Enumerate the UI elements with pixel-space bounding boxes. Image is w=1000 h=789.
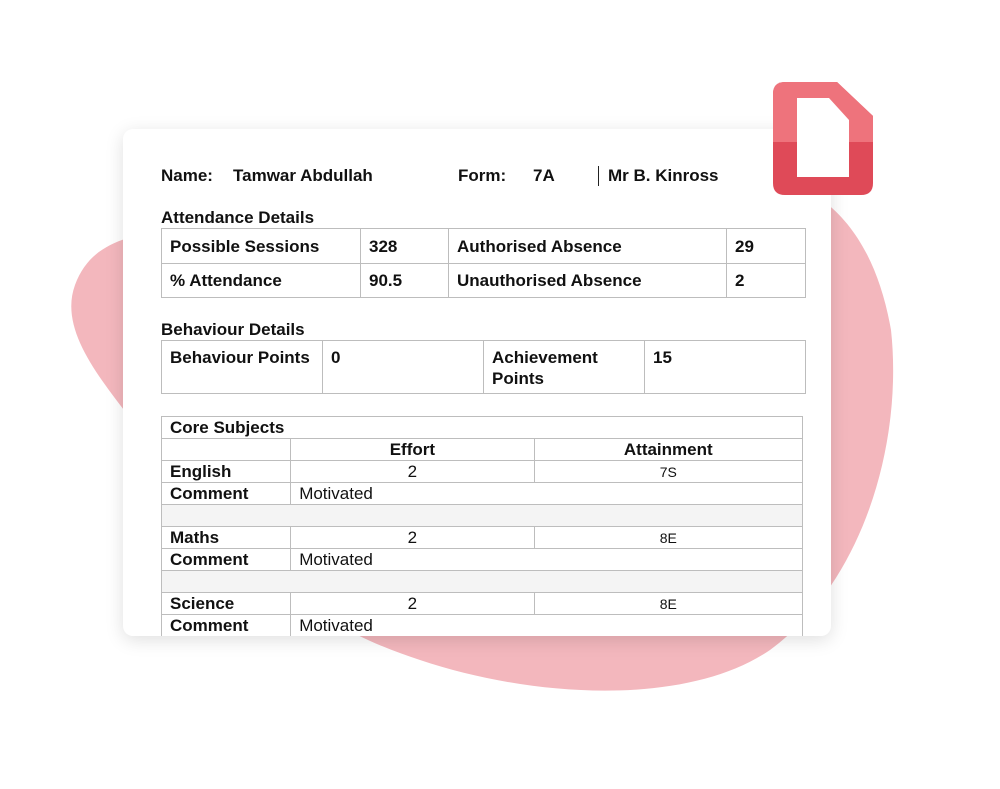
authorised-absence-label: Authorised Absence — [449, 229, 727, 264]
form-value: 7A — [533, 166, 555, 185]
document-icon — [773, 82, 875, 196]
comment-row-english — [162, 483, 803, 505]
subject-row-english — [162, 461, 803, 483]
behaviour-points-label: Behaviour Points — [162, 341, 323, 394]
subject-effort: 2 — [291, 527, 534, 549]
student-name: Tamwar Abdullah — [233, 166, 373, 185]
comment-label: Comment — [162, 483, 291, 505]
behaviour-title: Behaviour Details — [161, 320, 305, 339]
behaviour-row — [162, 341, 806, 394]
attendance-pct-label: % Attendance — [162, 264, 361, 298]
spacer-row — [162, 571, 803, 593]
core-header-row — [162, 439, 803, 461]
attendance-pct-value: 90.5 — [361, 264, 449, 298]
achievement-points-label: Achievement Points — [484, 341, 645, 394]
teacher-name: Mr B. Kinross — [608, 166, 719, 185]
comment-text: Motivated — [291, 483, 803, 505]
authorised-absence-value: 29 — [727, 229, 806, 264]
comment-label: Comment — [162, 549, 291, 571]
name-label: Name: — [161, 166, 213, 185]
spacer-row — [162, 505, 803, 527]
comment-text: Motivated — [291, 549, 803, 571]
subject-attainment: 7S — [534, 461, 802, 483]
effort-header: Effort — [291, 439, 534, 461]
subject-name: Maths — [162, 527, 291, 549]
core-subjects-title: Core Subjects — [162, 417, 803, 439]
possible-sessions-value: 328 — [361, 229, 449, 264]
unauthorised-absence-value: 2 — [727, 264, 806, 298]
behaviour-table — [161, 340, 806, 394]
attendance-row — [162, 264, 806, 298]
core-title-row — [162, 417, 803, 439]
subject-effort: 2 — [291, 593, 534, 615]
spacer-cell — [162, 571, 803, 593]
subject-name: English — [162, 461, 291, 483]
achievement-points-value: 15 — [645, 341, 806, 394]
comment-label: Comment — [162, 615, 291, 637]
subject-row-maths — [162, 527, 803, 549]
subject-effort: 2 — [291, 461, 534, 483]
attendance-title: Attendance Details — [161, 208, 315, 227]
subject-attainment: 8E — [534, 593, 802, 615]
unauthorised-absence-label: Unauthorised Absence — [449, 264, 727, 298]
attendance-table — [161, 228, 806, 298]
subject-name: Science — [162, 593, 291, 615]
spacer-cell — [162, 505, 803, 527]
core-subjects-table — [161, 416, 803, 636]
report-card — [123, 129, 831, 636]
behaviour-points-value: 0 — [323, 341, 484, 394]
subject-attainment: 8E — [534, 527, 802, 549]
subject-row-science — [162, 593, 803, 615]
header-blank — [162, 439, 291, 461]
possible-sessions-label: Possible Sessions — [162, 229, 361, 264]
attainment-header: Attainment — [534, 439, 802, 461]
comment-row-science — [162, 615, 803, 637]
header-divider — [598, 166, 599, 186]
attendance-row — [162, 229, 806, 264]
comment-row-maths — [162, 549, 803, 571]
comment-text: Motivated — [291, 615, 803, 637]
form-label: Form: — [458, 166, 507, 185]
